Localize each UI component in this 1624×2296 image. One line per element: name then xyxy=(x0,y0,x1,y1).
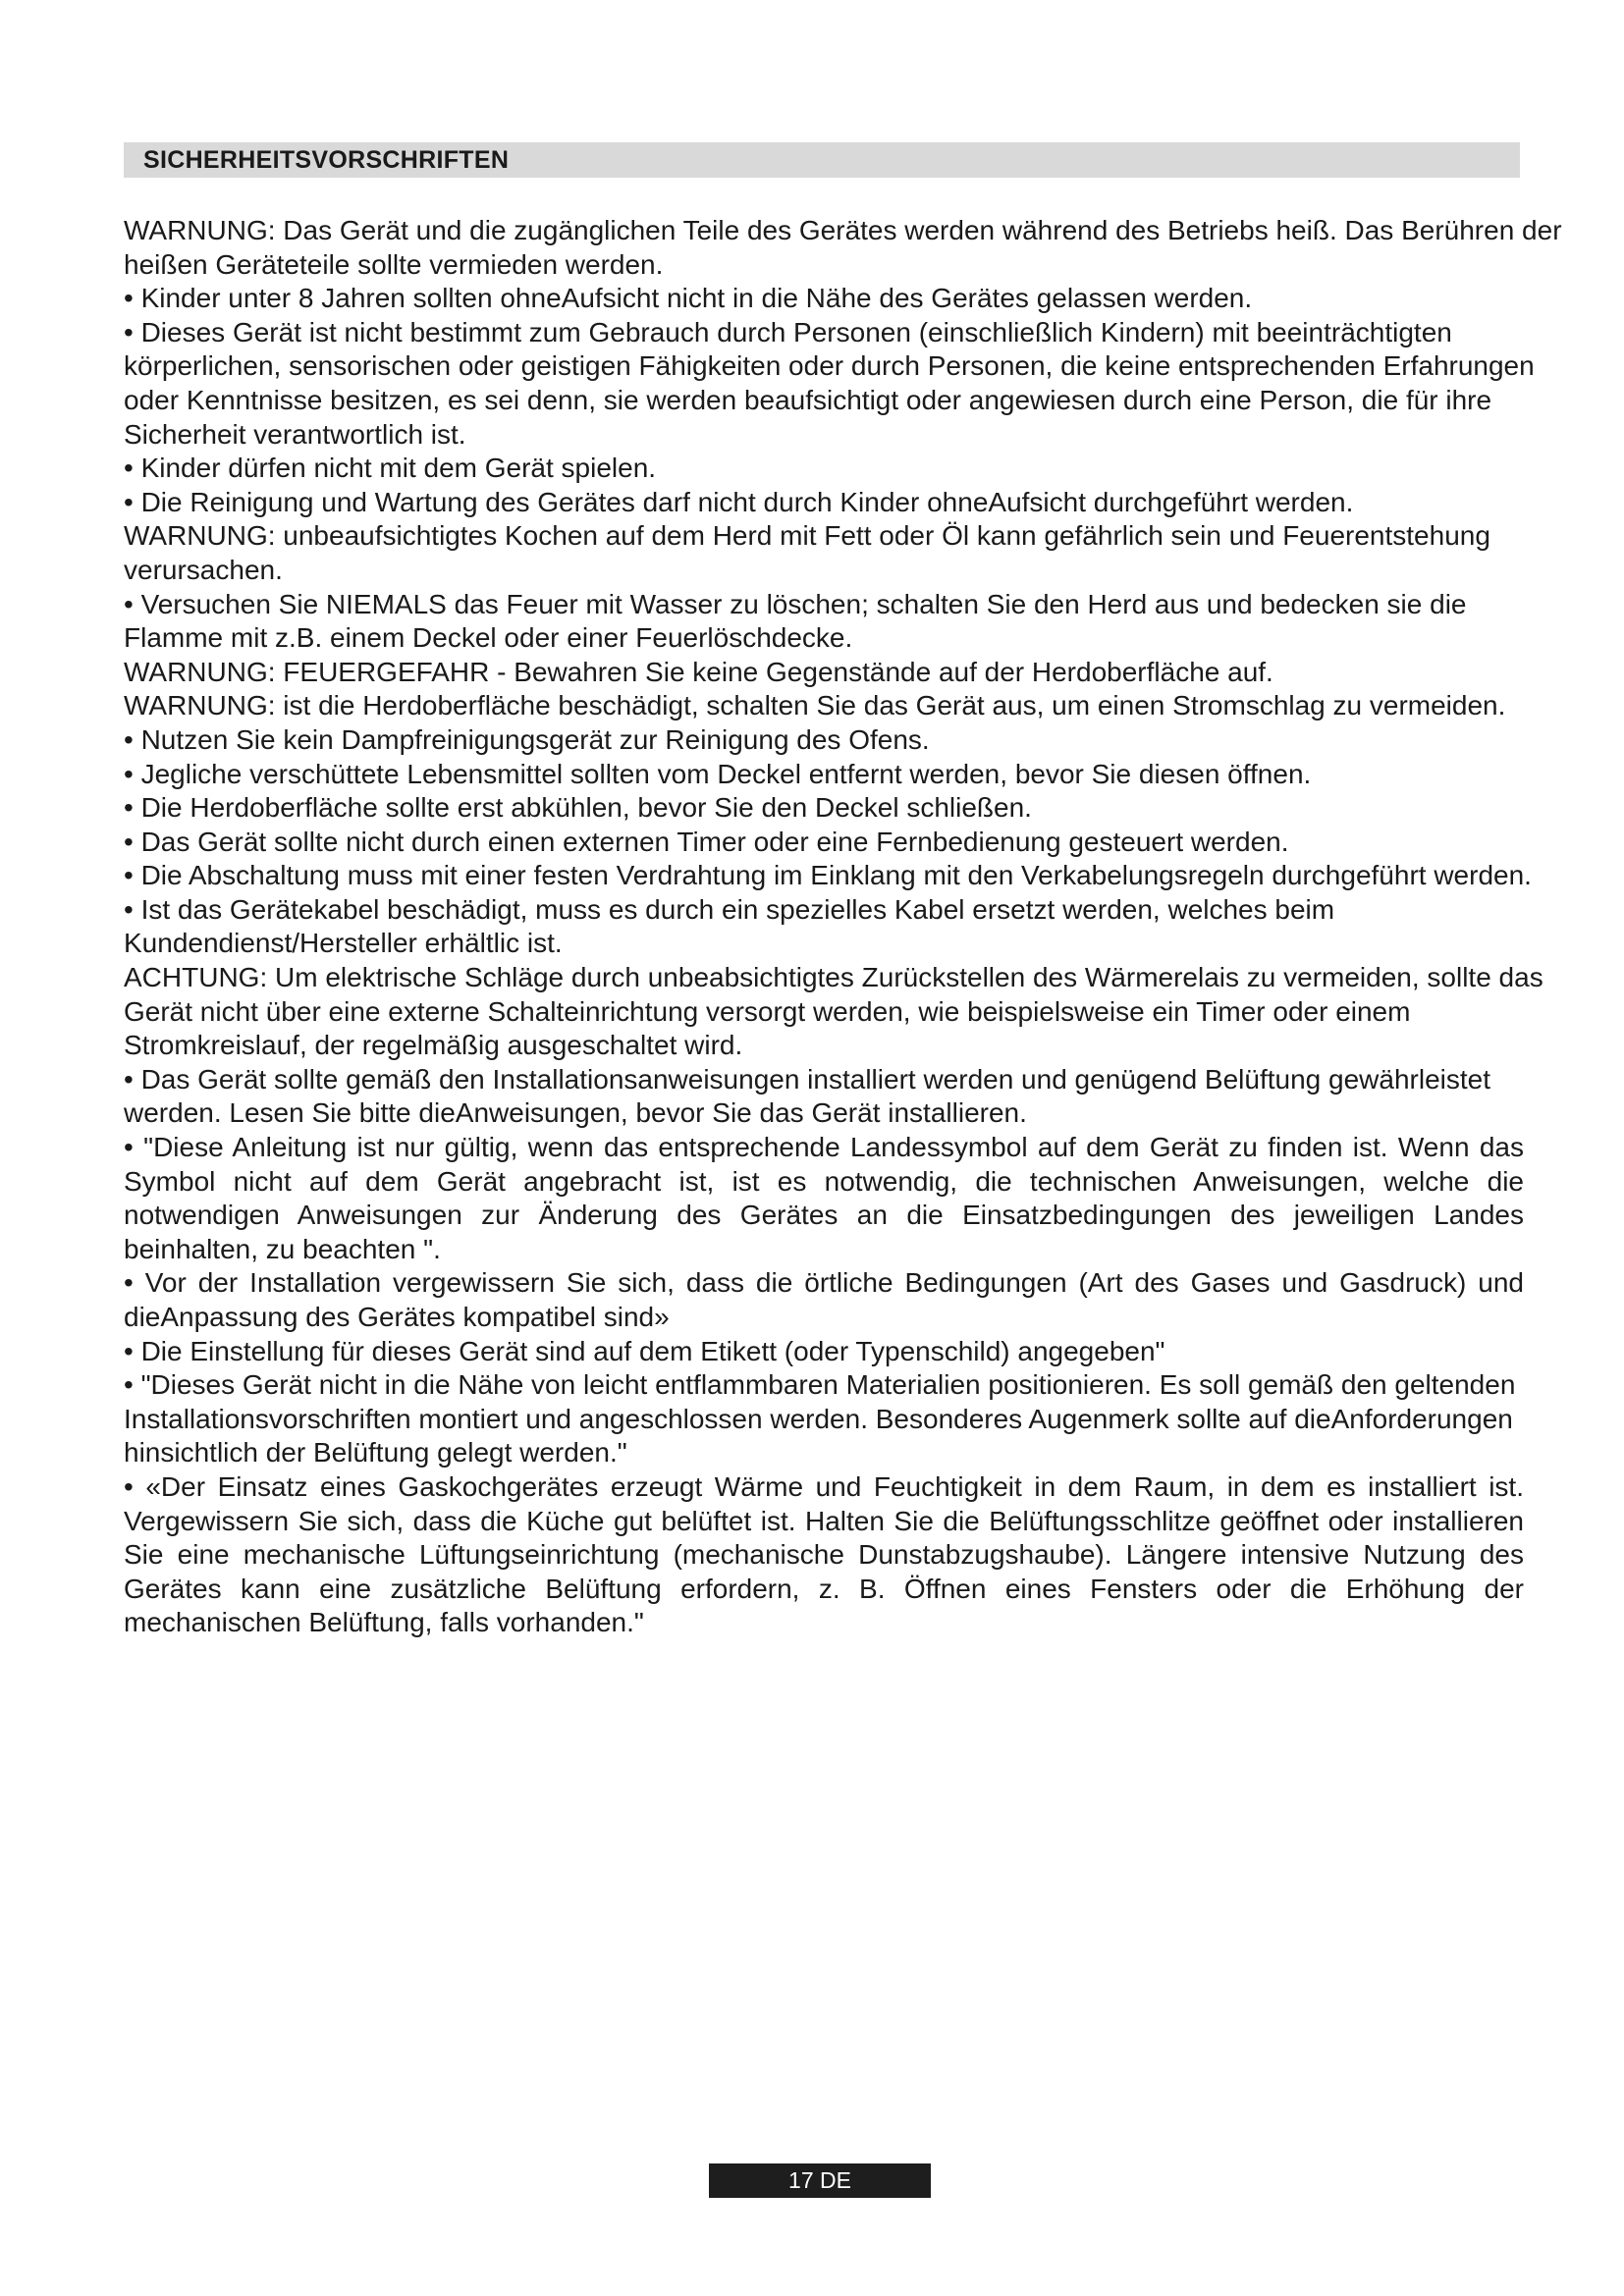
warning-unattended-cooking: WARNUNG: unbeaufsichtigtes Kochen auf dem Herd mit Fett oder Öl kann gefährlich sein und Feuerentstehung verursachen. xyxy=(124,520,1490,585)
warning-fire-hazard: WARNUNG: FEUERGEFAHR - Bewahren Sie keine Gegenstände auf der Herdoberfläche auf. xyxy=(124,656,1273,687)
bullet-children-under-8: • Kinder unter 8 Jahren sollten ohneAufsicht nicht in die Nähe des Gerätes gelassen werden. xyxy=(124,283,1253,314)
safety-instructions-text xyxy=(124,214,1565,1640)
bullet-remove-spills: • Jegliche verschüttete Lebensmittel sollten vom Deckel entfernt werden, bevor Sie diesen öffnen. xyxy=(124,758,1312,789)
bullet-damaged-cable: • Ist das Gerätekabel beschädigt, muss es durch ein spezielles Kabel ersetzt werden, welches beim Kundendienst/Hersteller erhältlic ist. xyxy=(124,893,1335,959)
bullet-country-symbol: • "Diese Anleitung ist nur gültig, wenn das entsprechende Landessymbol auf dem Gerät zu finden ist. Wenn das Symbol nicht auf dem Gerät angebracht ist, ist es notwendig, die technischen Anweisungen, welche die notwendigen Anweisungen zur Änderung des Gerätes an die Einsatzbedingungen des jeweiligen Landes beinhalten, zu beachten ". xyxy=(124,1132,1524,1264)
section-title: SICHERHEITSVORSCHRIFTEN xyxy=(143,145,510,174)
page-number: 17 DE xyxy=(788,2167,851,2193)
bullet-cleaning-maintenance: • Die Reinigung und Wartung des Gerätes darf nicht durch Kinder ohneAufsicht durchgeführt werden. xyxy=(124,486,1354,517)
warning-damaged-surface: WARNUNG: ist die Herdoberfläche beschädigt, schalten Sie das Gerät aus, um einen Stromschlag zu vermeiden. xyxy=(124,690,1506,721)
page-footer xyxy=(709,2163,931,2198)
bullet-gas-ventilation: • «Der Einsatz eines Gaskochgerätes erzeugt Wärme und Feuchtigkeit in dem Raum, in dem es installiert ist. Vergewissern Sie sich, dass die Küche gut belüftet ist. Halten Sie die Belüftungsschlitze geöffnet oder installieren Sie eine mechanische Lüftungseinrichtung (mechanische Dunstabzugshaube). Längere intensive Nutzung des Gerätes kann eine zusätzliche Belüftung erfordern, z. B. Öffnen eines Fensters oder die Erhöhung der mechanischen Belüftung, falls vorhanden." xyxy=(124,1470,1524,1638)
bullet-no-external-timer: • Das Gerät sollte nicht durch einen externen Timer oder eine Fernbedienung gesteuert werden. xyxy=(124,826,1289,857)
caution-thermal-relay: ACHTUNG: Um elektrische Schläge durch unbeabsichtigtes Zurückstellen des Wärmerelais zu vermeiden, sollte das Gerät nicht über eine externe Schalteinrichtung versorgt werden, wie beispielsweise ein Timer oder einem Stromkreislauf, der regelmäßig ausgeschaltet wird. xyxy=(124,962,1543,1061)
bullet-no-steam-cleaner: • Nutzen Sie kein Dampfreinigungsgerät zur Reinigung des Ofens. xyxy=(124,723,930,755)
bullet-local-conditions: • Vor der Installation vergewissern Sie sich, dass die örtliche Bedingungen (Art des Gases und Gasdruck) und dieAnpassung des Gerätes kompatibel sind» xyxy=(124,1267,1524,1332)
section-header-bar xyxy=(124,142,1520,178)
bullet-not-intended-for-persons: • Dieses Gerät ist nicht bestimmt zum Gebrauch durch Personen (einschließlich Kindern) mit beeinträchtigten körperlichen, sensorischen oder geistigen Fähigkeiten oder durch Personen, die keine entsprechenden Erfahrungen oder Kenntnisse besitzen, es sei denn, sie werden beaufsichtigt oder angewiesen durch eine Person, die für ihre Sicherheit verantwortlich ist. xyxy=(124,316,1535,450)
bullet-fixed-wiring: • Die Abschaltung muss mit einer festen Verdrahtung im Einklang mit den Verkabelungsregeln durchgeführt werden. xyxy=(124,860,1532,891)
bullet-flammable-materials: • "Dieses Gerät nicht in die Nähe von leicht entflammbaren Materialien positionieren. Es soll gemäß den geltenden Installationsvorschriften montiert und angeschlossen werden. Besonderes Augenmerk sollte auf dieAnforderungen hinsichtlich der Belüftung gelegt werden." xyxy=(124,1369,1516,1468)
bullet-settings-label: • Die Einstellung für dieses Gerät sind auf dem Etikett (oder Typenschild) angegeben" xyxy=(124,1335,1165,1366)
bullet-children-no-play: • Kinder dürfen nicht mit dem Gerät spielen. xyxy=(124,453,657,484)
warning-hot-surfaces: WARNUNG: Das Gerät und die zugänglichen Teile des Gerätes werden während des Betriebs heiß. Das Berühren der heißen Geräteteile sollte vermieden werden. xyxy=(124,215,1562,280)
bullet-never-water-on-fire: • Versuchen Sie NIEMALS das Feuer mit Wasser zu löschen; schalten Sie den Herd aus und bedecken sie die Flamme mit z.B. einem Deckel oder einer Feuerlöschdecke. xyxy=(124,588,1467,654)
bullet-cool-before-closing: • Die Herdoberfläche sollte erst abkühlen, bevor Sie den Deckel schließen. xyxy=(124,792,1032,824)
bullet-installation-ventilation: • Das Gerät sollte gemäß den Installationsanweisungen installiert werden und genügend Belüftung gewährleistet werden. Lesen Sie bitte dieAnweisungen, bevor Sie das Gerät installieren. xyxy=(124,1063,1490,1129)
